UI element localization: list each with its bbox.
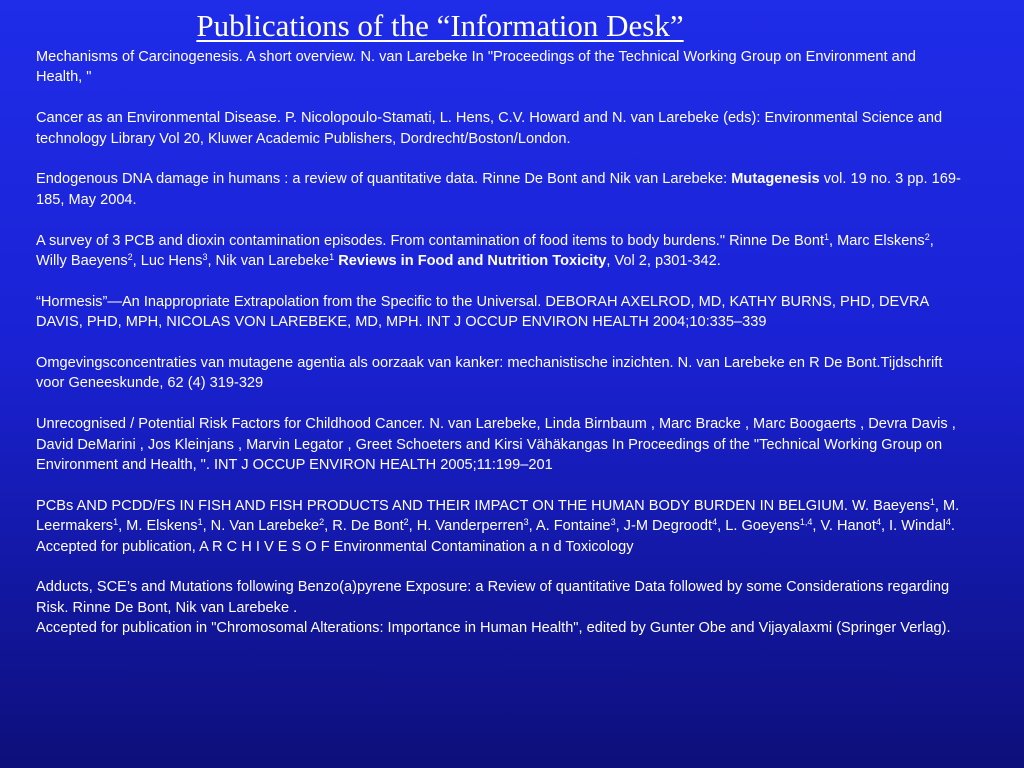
publication-text: A survey of 3 PCB and dioxin contamination episodes. From contamination of food items to body burdens." Rinne De Bont <box>36 232 825 249</box>
affiliation-mark: 3 <box>202 252 208 263</box>
publication-text: , Luc Hens <box>132 253 203 270</box>
publication-text: , Vol 2, p301-342. <box>606 253 721 270</box>
publication-text: . Accepted for publication, A R C H I V E S O F Environmental Contamination a n d Toxicology <box>36 518 955 555</box>
publication-text: , J-M Degroodt <box>615 518 713 535</box>
publication-item <box>36 47 966 88</box>
publication-text: vol. 19 no. 3 pp. 169-185, May 2004. <box>36 171 961 208</box>
publication-text: , N. Van Larebeke <box>202 518 320 535</box>
journal-name: Mutagenesis <box>731 171 820 188</box>
affiliation-mark: 4 <box>945 517 951 528</box>
publication-text: , V. Hanot <box>812 518 876 535</box>
publication-text: Endogenous DNA damage in humans : a review of quantitative data. Rinne De Bont and Nik van Larebeke: <box>36 171 732 188</box>
affiliation-mark: 4 <box>875 517 881 528</box>
publication-item <box>36 108 966 149</box>
affiliation-mark: 2 <box>127 252 133 263</box>
publication-item <box>36 414 966 475</box>
affiliation-mark: 2 <box>319 517 325 528</box>
affiliation-mark: 3 <box>523 517 529 528</box>
publication-text: Accepted for publication in "Chromosomal Alterations: Importance in Human Health", edited by Gunter Obe and Vijayalaxmi (Springer Verlag). <box>36 620 951 637</box>
publication-text: Adducts, SCE’s and Mutations following Benzo(a)pyrene Exposure: a Review of quantitative Data followed by some Considerations regarding Risk. Rinne De Bont, Nik van Larebeke . <box>36 579 950 616</box>
affiliation-mark: 1,4 <box>799 517 813 528</box>
publication-item <box>36 496 966 557</box>
publication-list <box>36 47 966 639</box>
publication-text: Mechanisms of Carcinogenesis. A short overview. N. van Larebeke In "Proceedings of the Technical Working Group on Environment and Health, " <box>36 49 916 86</box>
publication-text: , R. De Bont <box>324 518 404 535</box>
publication-text: , I. Windal <box>880 518 946 535</box>
affiliation-mark: 2 <box>924 231 930 242</box>
affiliation-mark: 1 <box>197 517 203 528</box>
publication-text: , H. Vanderperren <box>408 518 524 535</box>
publication-item <box>36 169 966 210</box>
publication-item <box>36 353 966 394</box>
publication-text: Cancer as an Environmental Disease. P. Nicolopoulo-Stamati, L. Hens, C.V. Howard and N. van Larebeke (eds): Environmental Science and technology Library Vol 20, Kluwer Academic Publishers, Dordrecht/Boston/London. <box>36 110 943 147</box>
publication-text: Unrecognised / Potential Risk Factors for Childhood Cancer. N. van Larebeke, Linda Birnbaum , Marc Bracke , Marc Boogaerts , Devra Davis , David DeMarini , Jos Kleinjans , Marvin Legator , Greet Schoeters and Kirsi Vähäkangas In Proceedings of the "Technical Working Group on Environment and Health, ". INT J OCCUP ENVIRON HEALTH 2005;11:199–201 <box>36 416 956 474</box>
publication-item <box>36 231 966 272</box>
affiliation-mark: 2 <box>403 517 409 528</box>
publication-text: , Nik van Larebeke <box>207 253 330 270</box>
publication-text: , M. Elskens <box>118 518 198 535</box>
affiliation-mark: 4 <box>712 517 718 528</box>
publication-text: PCBs AND PCDD/FS IN FISH AND FISH PRODUCTS AND THEIR IMPACT ON THE HUMAN BODY BURDEN IN BELGIUM. W. Baeyens <box>36 497 930 514</box>
affiliation-mark: 1 <box>824 231 830 242</box>
page-title: Publications of the “Information Desk” <box>196 8 684 43</box>
publication-item <box>36 292 966 333</box>
publication-text: “Hormesis”—An Inappropriate Extrapolation from the Specific to the Universal. DEBORAH AXELROD, MD, KATHY BURNS, PHD, DEVRA DAVIS, PHD, MPH, NICOLAS VON LAREBEKE, MD, MPH. INT J OCCUP ENVIRON HEALTH 2004;10:335–339 <box>36 293 929 331</box>
affiliation-mark: 1 <box>929 496 935 507</box>
affiliation-mark: 1 <box>329 252 335 263</box>
publication-text: , A. Fontaine <box>528 518 611 535</box>
affiliation-mark: 3 <box>610 517 616 528</box>
publication-item <box>36 577 966 638</box>
publication-text: , Marc Elskens <box>829 232 925 249</box>
publication-text: , Willy Baeyens <box>36 232 934 270</box>
publication-text: Omgevingsconcentraties van mutagene agentia als oorzaak van kanker: mechanistische inzichten. N. van Larebeke en R De Bont.Tijdschrift voor Geneeskunde, 62 (4) 319-329 <box>36 355 943 392</box>
publication-text: , M. Leermakers <box>36 497 960 535</box>
affiliation-mark: 1 <box>113 517 119 528</box>
publication-text: , L. Goeyens <box>717 518 800 535</box>
journal-name: Reviews in Food and Nutrition Toxicity <box>338 253 607 270</box>
